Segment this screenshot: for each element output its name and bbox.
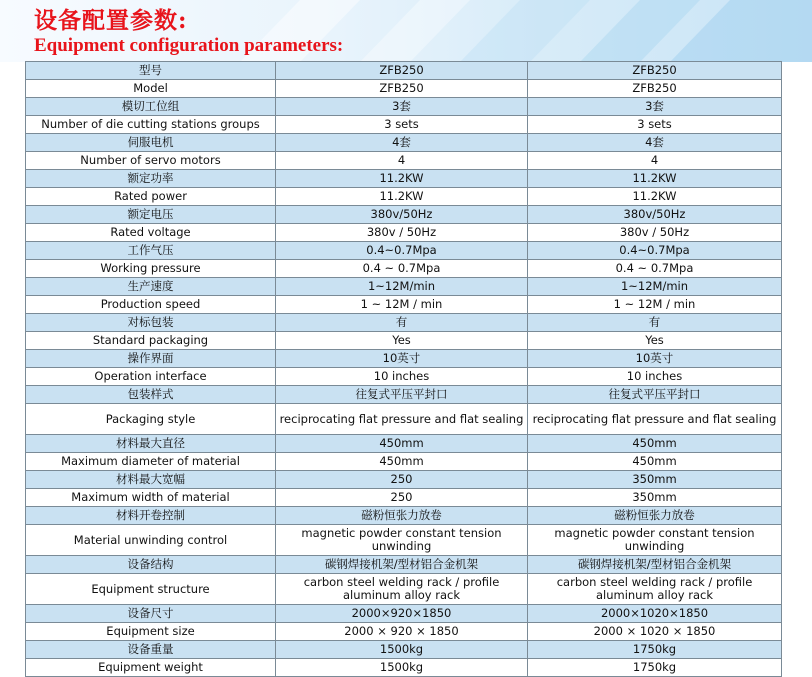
parameters-table [25,61,782,677]
parameter-label: Number of die cutting stations groups [26,116,276,134]
table-row [26,386,782,404]
value-col-1: 1 ~ 12M / min [276,296,528,314]
value-col-2: 350mm [528,489,782,507]
value-col-1: 2000×920×1850 [276,605,528,623]
value-col-1: 4 [276,152,528,170]
parameter-label: 设备结构 [26,556,276,574]
value-col-2: 磁粉恒张力放卷 [528,507,782,525]
value-col-1: 4套 [276,134,528,152]
table-row [26,623,782,641]
parameter-label: Working pressure [26,260,276,278]
parameter-label: Rated voltage [26,224,276,242]
value-col-1: 0.4 ~ 0.7Mpa [276,260,528,278]
table-row [26,296,782,314]
value-col-2: ZFB250 [528,62,782,80]
parameter-label: Production speed [26,296,276,314]
parameter-label: 包装样式 [26,386,276,404]
value-col-2: Yes [528,332,782,350]
header-banner [0,0,812,62]
value-col-1: carbon steel welding rack / profile aluminum alloy rack [276,574,528,605]
value-col-1: ZFB250 [276,80,528,98]
value-col-1: 380v/50Hz [276,206,528,224]
value-col-2: 11.2KW [528,188,782,206]
title-english: Equipment configuration parameters: [34,35,344,56]
value-col-2: 350mm [528,471,782,489]
value-col-1: 有 [276,314,528,332]
value-col-1: 磁粉恒张力放卷 [276,507,528,525]
table-row [26,314,782,332]
value-col-1: 380v / 50Hz [276,224,528,242]
value-col-1: 11.2KW [276,188,528,206]
value-col-2: 碳钢焊接机架/型材铝合金机架 [528,556,782,574]
table-row [26,525,782,556]
table-row [26,278,782,296]
parameter-label: Number of servo motors [26,152,276,170]
value-col-1: 1500kg [276,641,528,659]
parameter-label: 额定功率 [26,170,276,188]
value-col-2: 3 sets [528,116,782,134]
value-col-2: 380v / 50Hz [528,224,782,242]
value-col-2: 450mm [528,435,782,453]
table-row [26,507,782,525]
table-row [26,116,782,134]
parameter-label: 工作气压 [26,242,276,260]
value-col-2: 380v/50Hz [528,206,782,224]
table-row [26,242,782,260]
value-col-1: 450mm [276,435,528,453]
table-row [26,368,782,386]
table-row [26,170,782,188]
value-col-1: 3 sets [276,116,528,134]
value-col-2: 1750kg [528,641,782,659]
value-col-2: 450mm [528,453,782,471]
parameter-label: 对标包装 [26,314,276,332]
parameter-label: Maximum width of material [26,489,276,507]
value-col-2: 3套 [528,98,782,116]
parameters-table-container [25,61,782,677]
value-col-1: 10 inches [276,368,528,386]
table-row [26,453,782,471]
parameter-label: Equipment size [26,623,276,641]
value-col-1: 250 [276,471,528,489]
value-col-2: reciprocating flat pressure and flat sealing [528,404,782,435]
table-row [26,350,782,368]
table-row [26,435,782,453]
value-col-1: 1~12M/min [276,278,528,296]
parameter-label: 材料最大宽幅 [26,471,276,489]
value-col-2: 10 inches [528,368,782,386]
value-col-2: 10英寸 [528,350,782,368]
value-col-2: 1750kg [528,659,782,677]
value-col-1: 碳钢焊接机架/型材铝合金机架 [276,556,528,574]
table-row [26,641,782,659]
table-row [26,188,782,206]
table-row [26,98,782,116]
value-col-2: 1 ~ 12M / min [528,296,782,314]
value-col-1: 11.2KW [276,170,528,188]
value-col-2: 2000 × 1020 × 1850 [528,623,782,641]
parameters-table-body [26,62,782,677]
title-chinese: 设备配置参数: [34,7,188,34]
table-row [26,574,782,605]
table-row [26,489,782,507]
value-col-1: reciprocating flat pressure and flat sealing [276,404,528,435]
table-row [26,206,782,224]
parameter-label: 设备重量 [26,641,276,659]
parameter-label: 材料最大直径 [26,435,276,453]
value-col-1: 3套 [276,98,528,116]
value-col-2: 4套 [528,134,782,152]
parameter-label: Equipment weight [26,659,276,677]
value-col-2: 11.2KW [528,170,782,188]
table-row [26,152,782,170]
value-col-1: ZFB250 [276,62,528,80]
value-col-1: 450mm [276,453,528,471]
parameter-label: 材料开卷控制 [26,507,276,525]
table-row [26,80,782,98]
value-col-1: 2000 × 920 × 1850 [276,623,528,641]
value-col-2: magnetic powder constant tension unwinding [528,525,782,556]
parameter-label: Material unwinding control [26,525,276,556]
value-col-2: 0.4~0.7Mpa [528,242,782,260]
value-col-2: 有 [528,314,782,332]
value-col-1: 1500kg [276,659,528,677]
parameter-label: Equipment structure [26,574,276,605]
parameter-label: 伺服电机 [26,134,276,152]
parameter-label: Rated power [26,188,276,206]
table-row [26,224,782,242]
parameter-label: 生产速度 [26,278,276,296]
table-row [26,605,782,623]
value-col-2: 1~12M/min [528,278,782,296]
value-col-1: 250 [276,489,528,507]
parameter-label: 操作界面 [26,350,276,368]
parameter-label: Model [26,80,276,98]
value-col-1: 往复式平压平封口 [276,386,528,404]
table-row [26,404,782,435]
table-row [26,260,782,278]
parameter-label: Operation interface [26,368,276,386]
parameter-label: 额定电压 [26,206,276,224]
value-col-1: 0.4~0.7Mpa [276,242,528,260]
table-row [26,659,782,677]
parameter-label: 设备尺寸 [26,605,276,623]
value-col-1: Yes [276,332,528,350]
table-row [26,332,782,350]
value-col-2: carbon steel welding rack / profile aluminum alloy rack [528,574,782,605]
value-col-2: 0.4 ~ 0.7Mpa [528,260,782,278]
value-col-1: 10英寸 [276,350,528,368]
parameter-label: Maximum diameter of material [26,453,276,471]
value-col-1: magnetic powder constant tension unwinding [276,525,528,556]
value-col-2: 4 [528,152,782,170]
value-col-2: 2000×1020×1850 [528,605,782,623]
parameter-label: Packaging style [26,404,276,435]
table-row [26,471,782,489]
value-col-2: 往复式平压平封口 [528,386,782,404]
table-row [26,556,782,574]
table-row [26,134,782,152]
parameter-label: Standard packaging [26,332,276,350]
table-row [26,62,782,80]
parameter-label: 型号 [26,62,276,80]
parameter-label: 模切工位组 [26,98,276,116]
value-col-2: ZFB250 [528,80,782,98]
